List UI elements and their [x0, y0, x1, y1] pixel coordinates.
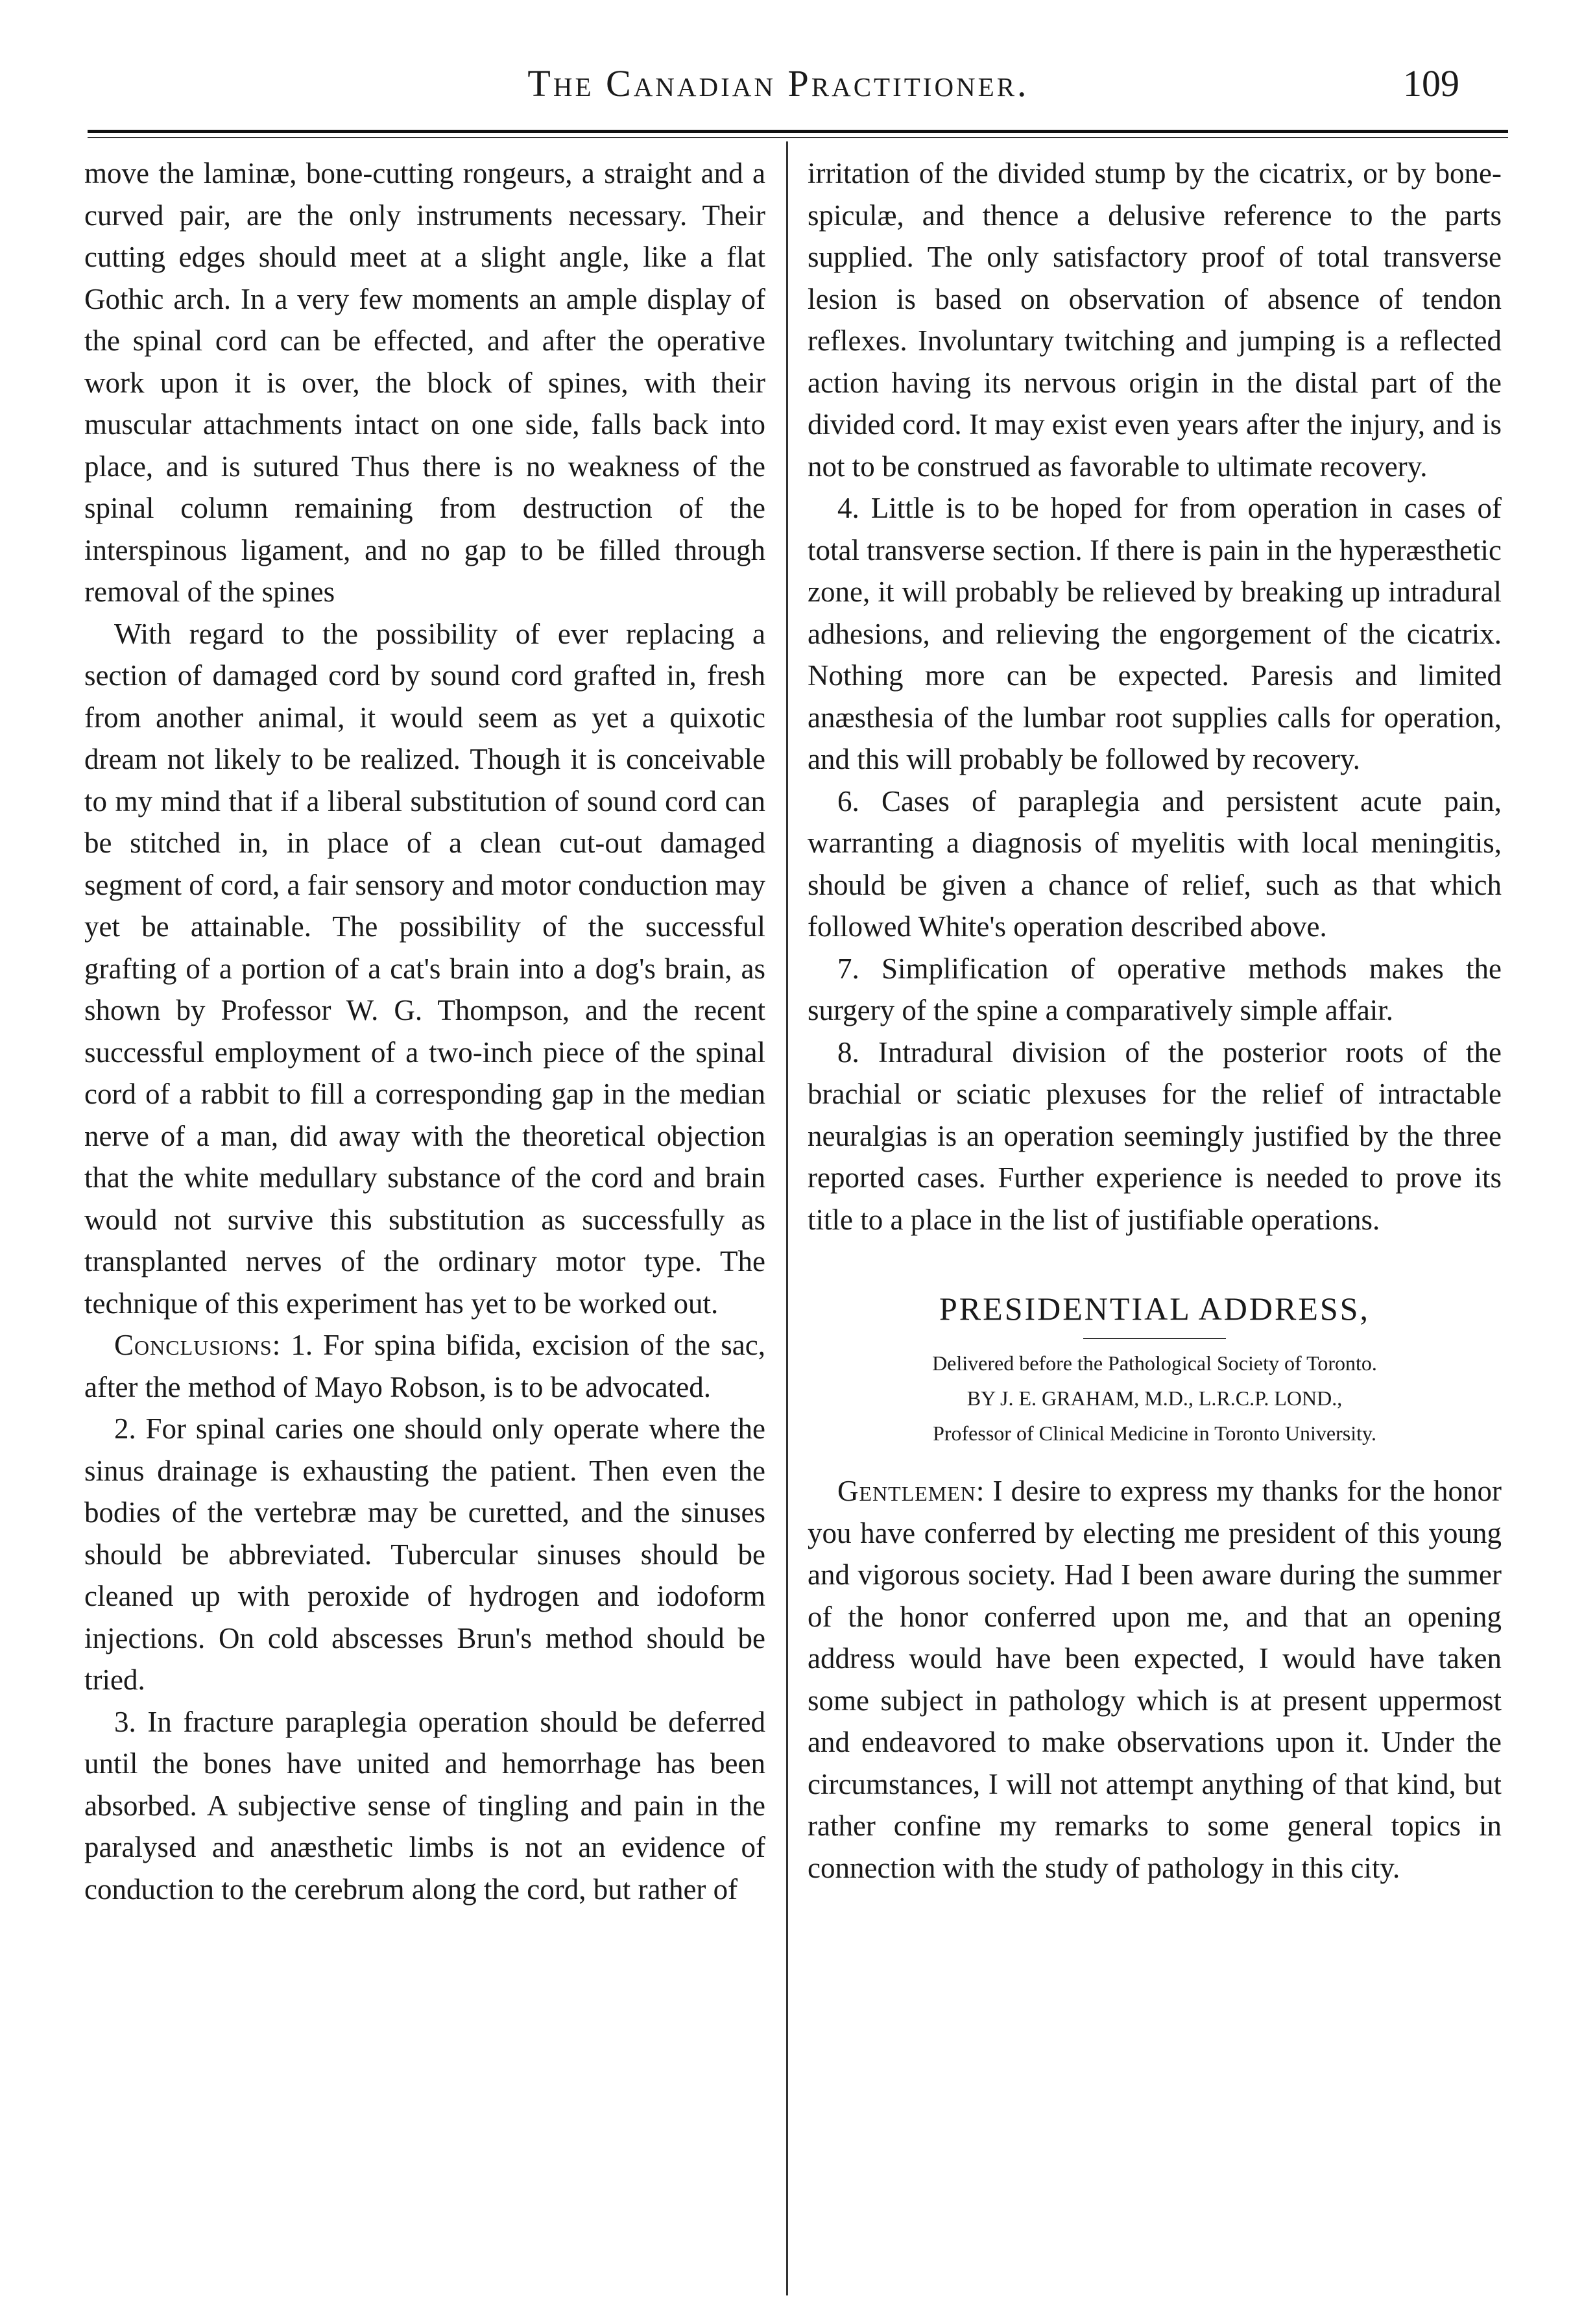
address-delivered: Delivered before the Pathological Society of Toronto.: [932, 1351, 1377, 1375]
address-title: PRESIDENTIAL ADDRESS,: [939, 1290, 1370, 1327]
paragraph-conclusion-8: 8. Intradural division of the posterior roots of the brachial or sciatic plexuses for the relief of intractable neuralgias is an operation seemingly justified by the three reported cases. Further experience is needed to prove its title to a place in the list of justifiable operations.: [808, 1035, 1502, 1236]
gentlemen-label: Gentlemen: [837, 1475, 976, 1507]
paragraph-conclusion-4: 4. Little is to be hoped for from operation in cases of total transverse section. If there is pain in the hyperæsthetic zone, it will probably be relieved by breaking up intradural adhesions, and relieving the engorgement of the cicatrix. Nothing more can be expected. Paresis and limited anæsthesia of the lumbar root supplies calls for operation, and this will probably be followed by recovery.: [808, 492, 1502, 775]
address-rule: [1083, 1338, 1226, 1339]
conclusions-label: Conclusions: [114, 1329, 272, 1361]
paragraph-spine-operation: move the laminæ, bone-cutting rongeurs, a straight and a curved pair, are the only instruments necessary. Their cutting edges should meet at a slight angle, like a flat Gothic arch. In a very few moments an ample display of the spinal cord can be effected, and after the operative work upon it is over, the block of spines, with their muscular attachments intact on one side, falls back into place, and is sutured Thus there is no weakness of the spinal column remaining from destruction of the interspinous ligament, and no gap to be filled through removal of the spines: [84, 157, 765, 608]
running-header: [78, 62, 1479, 120]
page-number: 109: [1403, 62, 1459, 104]
paragraph-cord-grafting: With regard to the possibility of ever replacing a section of damaged cord by sound cord grafted in, fresh from another animal, it would seem as yet a quixotic dream not likely to be realized. Though it is conceivable to my mind that if a liberal substitution of sound cord can be stitched in, in place of a clean cut-out damaged segment of cord, a fair sensory and motor conduction may yet be attainable. The possibility of the successful grafting of a portion of a cat's brain into a dog's brain, as shown by Professor W. G. Thompson, and the recent successful employment of a two-inch piece of the spinal cord of a rabbit to fill a corresponding gap in the median nerve of a man, did away with the theoretical objection that the white medullary substance of the cord and brain would not survive this substitution as successfully as transplanted nerves of the ordinary motor type. The technique of this experiment has yet to be worked out.: [84, 617, 765, 1320]
paragraph-conclusion-6: 6. Cases of paraplegia and persistent acute pain, warranting a diagnosis of myelitis with local meningitis, should be given a chance of relief, such as that which followed White's operation described above.: [808, 784, 1502, 943]
paragraph-conclusion-3-continued: irritation of the divided stump by the cicatrix, or by bone-spiculæ, and thence a delusive reference to the parts supplied. The only satisfactory proof of total transverse lesion is based on observation of absence of tendon reflexes. Involuntary twitching and jumping is a reflected action having its nervous origin in the distal part of the divided cord. It may exist even years after the injury, and is not to be construed as favorable to ultimate recovery.: [808, 157, 1502, 483]
paragraph-conclusion-1: [84, 1324, 765, 1408]
paragraph-conclusion-3: 3. In fracture paraplegia operation should be deferred until the bones have united and hemorrhage has been absorbed. A subjective sense of tingling and pain in the paralysed and anæsthetic limbs is not an evidence of conduction to the cerebrum along the cord, but rather of: [84, 1705, 765, 1906]
address-author: BY J. E. GRAHAM, M.D., L.R.C.P. LOND.,: [966, 1386, 1343, 1410]
left-column: [84, 152, 765, 1910]
paragraph-address-opening: [808, 1470, 1502, 1889]
paragraph-conclusion-2: 2. For spinal caries one should only operate where the sinus drainage is exhausting the patient. Then even the bodies of the vertebræ may be curetted, and the sinuses should be abbreviated. Tubercular sinuses should be cleaned up with peroxide of hydrogen and iodoform injections. On cold abscesses Brun's method should be tried.: [84, 1412, 765, 1696]
conclusion-1-text: : 1. For spina bifida, excision of the sac, after the method of Mayo Robson, is to be advocated.: [84, 1329, 765, 1403]
right-column: [808, 152, 1502, 1889]
address-heading: [808, 1286, 1502, 1451]
address-opening-text: : I desire to express my thanks for the honor you have conferred by electing me president of this young and vigorous society. Had I been aware during the summer of the honor conferred upon me, and that an opening address would have been expected, I would have taken some subject in pathology which is at present uppermost and endeavored to make observations upon it. Under the circumstances, I will not attempt anything of that kind, but rather confine my remarks to some general topics in connection with the study of pathology in this city.: [808, 1475, 1502, 1884]
address-position: Professor of Clinical Medicine in Toronto University.: [933, 1422, 1376, 1445]
paragraph-conclusion-7: 7. Simplification of operative methods makes the surgery of the spine a comparatively simple affair.: [808, 952, 1502, 1026]
journal-title: The Canadian Practitioner.: [527, 62, 1029, 104]
header-rule: [88, 130, 1508, 138]
column-divider: [786, 141, 788, 2295]
